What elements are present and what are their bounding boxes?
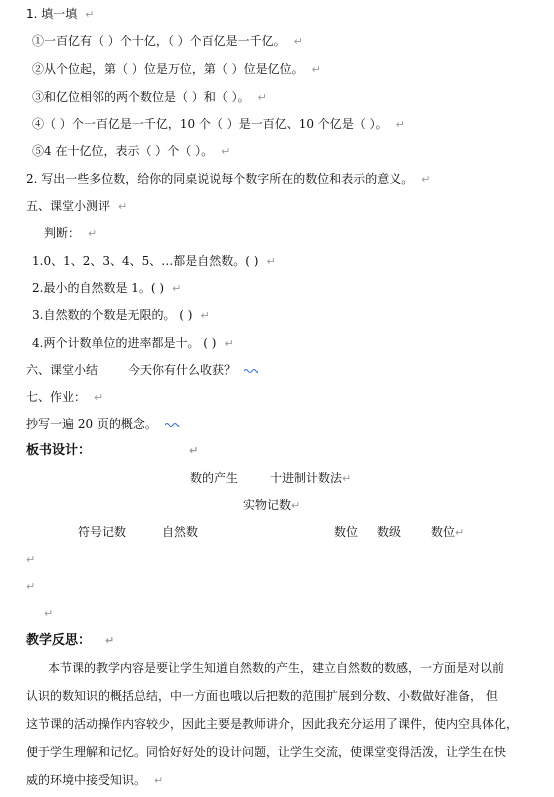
fill-item-4: ④（ ）个一百亿是一千亿，10 个（ ）是一百亿、10 个亿是（ ）。 ↵ — [32, 117, 405, 131]
board-symbol-counting: 符号记数 — [78, 525, 127, 539]
board-digit-group: 数级 — [377, 525, 402, 539]
section2-text: 2. 写出一些多位数，给你的同桌说说每个数字所在的数位和表示的意义。 ↵ — [26, 172, 431, 186]
empty-line-mark: ↵ — [26, 553, 36, 566]
section7-title: 七、作业： ↵ — [26, 390, 104, 404]
board-origin: 数的产生 — [190, 471, 239, 485]
grammar-squiggle-icon — [165, 422, 179, 428]
section5-title: 五、课堂小测评 ↵ — [26, 199, 128, 213]
board-object-counting: 实物记数↵ — [243, 498, 301, 512]
empty-line-mark: ↵ — [44, 607, 54, 620]
reflection-paragraph — [26, 654, 519, 795]
fill-item-1: ①一百亿有（ ）个十亿，（ ）个百亿是一千亿。 ↵ — [32, 34, 303, 48]
judge-item-3: 3.自然数的个数是无限的。 ( ) ↵ — [32, 308, 210, 322]
homework-text: 抄写一遍 20 页的概念。 — [26, 416, 179, 432]
judge-label: 判断： ↵ — [44, 226, 98, 240]
judge-item-2: 2.最小的自然数是 1。( ) ↵ — [32, 281, 182, 295]
reflection-line: 这节课的活动操作内容较少，因此主要是教师讲介，因此我充分运用了课件，使内空具体化， — [26, 717, 519, 731]
board-natural-numbers: 自然数 — [162, 525, 199, 539]
board-digit-place-2: 数位↵ — [431, 525, 465, 539]
section6-question: 今天你有什么收获？ — [128, 362, 258, 378]
board-decimal-system: 十进制计数法↵ — [270, 471, 352, 485]
board-digit-place: 数位 — [334, 525, 359, 539]
reflection-line-last: 威的环境中接受知识。 ↵ — [26, 773, 164, 787]
section1-title: 1. 填一填 ↵ — [26, 7, 95, 21]
reflection-line: 本节课的教学内容是要让学生知道自然数的产生，建立自然数的数感，一方面是对以前 — [48, 661, 505, 675]
judge-item-4: 4.两个计数单位的进率都是十。 ( ) ↵ — [32, 336, 234, 350]
fill-item-2: ②从个位起，第（ ）位是万位，第（ ）位是亿位。 ↵ — [32, 62, 321, 76]
board-title: 板书设计： ↵ — [26, 443, 199, 458]
reflection-line: 认识的数知识的概括总结，中一方面也哦以后把数的范围扩展到分数、小数做好准备， 但 — [26, 689, 498, 703]
judge-item-1: 1.0、1、2、3、4、5、…都是自然数。( ) ↵ — [32, 254, 276, 268]
reflection-line: 便于学生理解和记忆。同恰好好处的设计问题，让学生交流，使课堂变得活泼，让学生在快 — [26, 745, 507, 759]
fill-item-3: ③和亿位相邻的两个数位是（ ）和（ ）。 ↵ — [32, 90, 267, 104]
grammar-squiggle-icon — [244, 368, 258, 374]
section6-title: 六、课堂小结 — [26, 363, 99, 377]
fill-item-5: ⑤4 在十亿位，表示（ ）个（ ）。 ↵ — [32, 144, 231, 158]
reflection-title: 教学反思： ↵ — [26, 633, 115, 648]
empty-line-mark: ↵ — [26, 580, 36, 593]
